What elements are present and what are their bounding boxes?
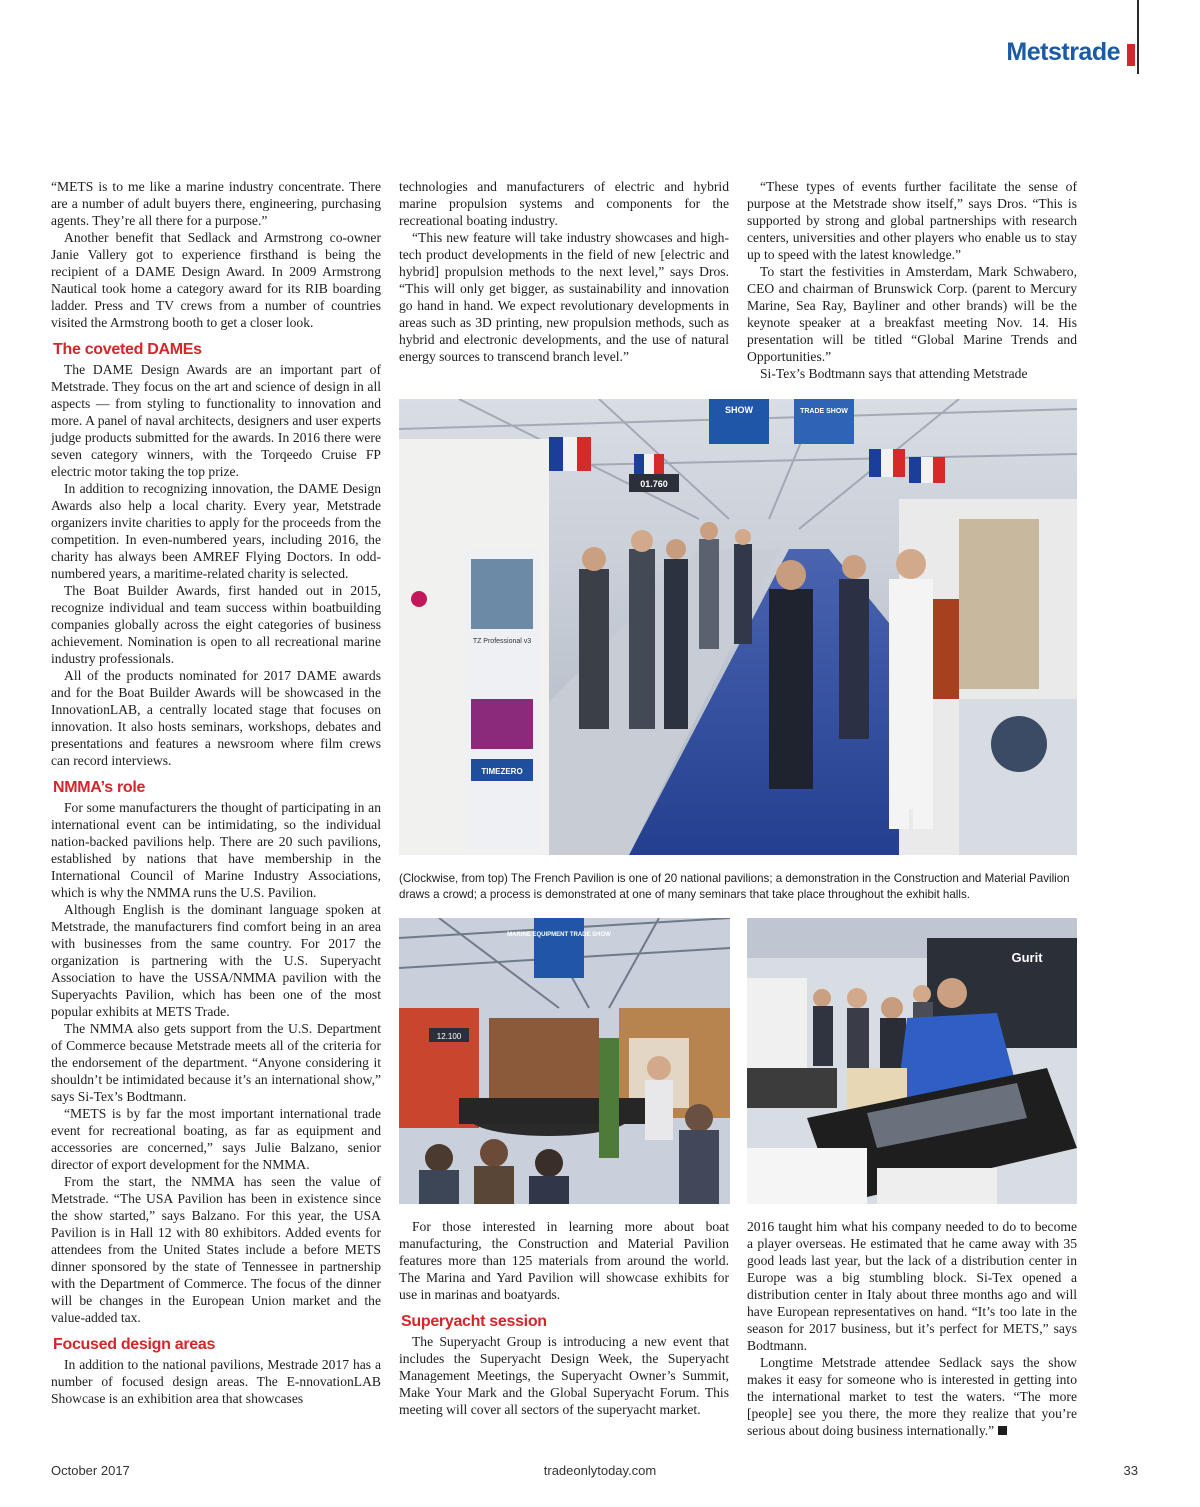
paragraph: In addition to recognizing innovation, the DAME Design Awards also help a local charity. Every year, Metstrade organizers invite charities to apply for the proceeds from the competition. In even-numbered years, including 2016, the charity has always been AMREF Flying Doctors. In odd-numbered years, a maritime-related charity is selected.	[51, 481, 381, 581]
photo-seminar	[399, 918, 730, 1204]
trade-show-sign	[794, 399, 854, 444]
paragraph: Although English is the dominant language spoken at Metstrade, the manufacturers find comfort being in an area with businesses from the same country. For 2017 the organization is partnering with the U.S. Superyacht Association to have the USSA/NMMA pavilion with the Superyachts Pavilion, which has been one of the most popular exhibits at METS Trade.	[51, 902, 381, 1019]
paragraph: 2016 taught him what his company needed to do to become a player overseas. He estimated that he came away with 35 good leads last year, but the lack of a distribution center in Europe was a big stumbling block. Si-Tex opened a distribution center in Italy about three months ago and will have European representatives on hand. “It’s too late in the season for 2017 business, but it’s perfect for METS,” says Bodtmann.	[747, 1219, 1077, 1353]
paragraph: Another benefit that Sedlack and Armstrong co-owner Janie Vallery got to experience firsthand is being the recipient of a DAME Design Award. In 2009 Armstrong Nautical took home a category award for its RIB boarding ladder. Press and TV crews from a number of countries visited the Armstrong booth to get a closer look.	[51, 230, 381, 330]
panel-label: TIMEZERO	[481, 767, 523, 776]
section-marker	[1127, 44, 1135, 66]
subheading-nmma-role: NMMA’s role	[53, 779, 146, 796]
subheading-superyacht-session: Superyacht session	[401, 1313, 547, 1330]
paragraph: All of the products nominated for 2017 DAME awards and for the Boat Builder Awards will be showcased in the InnovationLAB, a centrally located stage that focuses on innovation. It also hosts seminars, workshops, debates and presentations and features a newsroom where film crews can record interviews.	[51, 668, 381, 768]
article-column-2-bottom	[399, 1218, 729, 1418]
paragraph: technologies and manufacturers of electric and hybrid marine propulsion systems and components for the recreational boating industry.	[399, 179, 729, 228]
photo-caption: (Clockwise, from top) The French Pavilion is one of 20 national pavilions; a demonstration in the Construction and Material Pavilion draws a crowd; a process is demonstrated at one of many seminars that take place throughout the exhibit halls.	[399, 872, 1070, 901]
subheading-focused-design-areas: Focused design areas	[53, 1336, 216, 1353]
footer-site: tradeonlytoday.com	[543, 1463, 657, 1478]
banner-text: Gurit	[1011, 950, 1043, 965]
paragraph	[747, 1354, 1077, 1439]
header-rule	[1137, 0, 1139, 74]
sign-show-text: SHOW	[725, 405, 753, 415]
article-column-2-top	[399, 178, 729, 365]
paragraph: “METS is by far the most important international trade event for recreational boating, as far as equipment and accessories are concerned,” says Julie Balzano, senior director of export development for the NMMA.	[51, 1106, 381, 1172]
paragraph: “This new feature will take industry showcases and high-tech product developments in the field of new [electric and hybrid] propulsion methods to the next level,” says Dros. “This will only get bigger, as sustainability and innovation go hand in hand. We expect revolutionary developments in areas such as 3D printing, new propulsion methods, such as hybrid and electronic developments, and the use of natural energy sources to transcend branch level.”	[399, 230, 729, 364]
bl-sign: MARINE EQUIPMENT TRADE SHOW	[507, 932, 611, 938]
paragraph: In addition to the national pavilions, Mestrade 2017 has a number of focused design areas. The E-nnovationLAB Showcase is an exhibition area that showcases	[51, 1357, 381, 1406]
end-of-article-mark	[998, 1426, 1007, 1435]
booth-number: 01.760	[640, 479, 668, 489]
photo-demonstration	[747, 918, 1077, 1204]
photo-french-pavilion	[399, 399, 1077, 855]
article-column-3-bottom	[747, 1218, 1077, 1439]
article-column-1	[51, 178, 381, 1407]
footer-date: October 2017	[51, 1463, 130, 1478]
paragraph: The Boat Builder Awards, first handed out in 2015, recognize individual and team success within boatbuilding companies globally across the eight categories of business achievement. Nomination is open to all recreational marine industry professionals.	[51, 583, 381, 666]
section-header: Metstrade	[1006, 38, 1120, 66]
paragraph: The Superyacht Group is introducing a new event that includes the Superyacht Design Week, the Superyacht Management Meetings, the Superyacht Owner’s Summit, Make Your Mark and the Global Superyacht Forum. This meeting will cover all sectors of the superyacht market.	[399, 1334, 729, 1417]
paragraph: From the start, the NMMA has seen the value of Metstrade. “The USA Pavilion has been in existence since the show started,” says Balzano. For this year, the USA Pavilion is in Hall 12 with 80 exhibitors. Added events for attendees from the United States include a before METS dinner sponsored by the state of Tennessee in partnership with the Department of Commerce. The focus of the dinner will be changes in the European Union market and the value-added tax.	[51, 1174, 381, 1325]
paragraph: “These types of events further facilitate the sense of purpose at the Metstrade show itself,” says Dros. “This is supported by strong and global partnerships with research centers, universities and other players who enable us to stay up to speed with the latest knowledge.”	[747, 179, 1077, 262]
paragraph: The DAME Design Awards are an important part of Metstrade. They focus on the art and science of design in all aspects — from styling to functionality to innovation and more. A panel of naval architects, designers and user experts judge products submitted for the awards. In 2016 there were seven category winners, with the Torqeedo Cruise FP electric motor taking the top prize.	[51, 362, 381, 479]
paragraph: “METS is to me like a marine industry concentrate. There are a number of adult buyers there, engineering, purchasing agents. They’re all there for a purpose.”	[51, 179, 381, 228]
trade-show-banner	[534, 918, 584, 978]
article-column-3-top	[747, 178, 1077, 382]
paragraph: For those interested in learning more about boat manufacturing, the Construction and Material Pavilion features more than 125 materials from around the world. The Marina and Yard Pavilion will showcase exhibits for use in marinas and boatyards.	[399, 1219, 729, 1302]
page-number: 33	[1123, 1463, 1138, 1478]
paragraph: Si-Tex’s Bodtmann says that attending Metstrade	[760, 366, 1028, 381]
sign-trade-show-text: TRADE SHOW	[800, 408, 848, 415]
panel-model: TZ Professional v3	[472, 638, 532, 645]
bl-booth-number: 12.100	[436, 1032, 462, 1041]
subheading-coveted-dames: The coveted DAMEs	[53, 341, 202, 358]
paragraph: To start the festivities in Amsterdam, Mark Schwabero, CEO and chairman of Brunswick Corp. (parent to Mercury Marine, Sea Ray, Bayliner and other brands) will be the keynote speaker at a breakfast meeting Nov. 14. His presentation will be titled “Global Marine Trends and Opportunities.”	[747, 264, 1077, 364]
paragraph: The NMMA also gets support from the U.S. Department of Commerce because Metstrade meets all of the criteria for the endorsement of the department. “Anyone considering it shouldn’t be intimidated because it’s an international show,” says Si-Tex’s Bodtmann.	[51, 1021, 381, 1104]
paragraph: For some manufacturers the thought of participating in an international event can be intimidating, so the individual nation-backed pavilions help. There are 20 such pavilions, established by nations that have membership in the International Council of Marine Industry Associations, which is why the NMMA runs the U.S. Pavilion.	[51, 800, 381, 900]
paragraph-text: Longtime Metstrade attendee Sedlack says the show makes it easy for someone who is interested in getting into the international market to test the waters. “The more [people] see you there, the more they realize that you’re serious about doing business internationally.”	[747, 1355, 1077, 1438]
